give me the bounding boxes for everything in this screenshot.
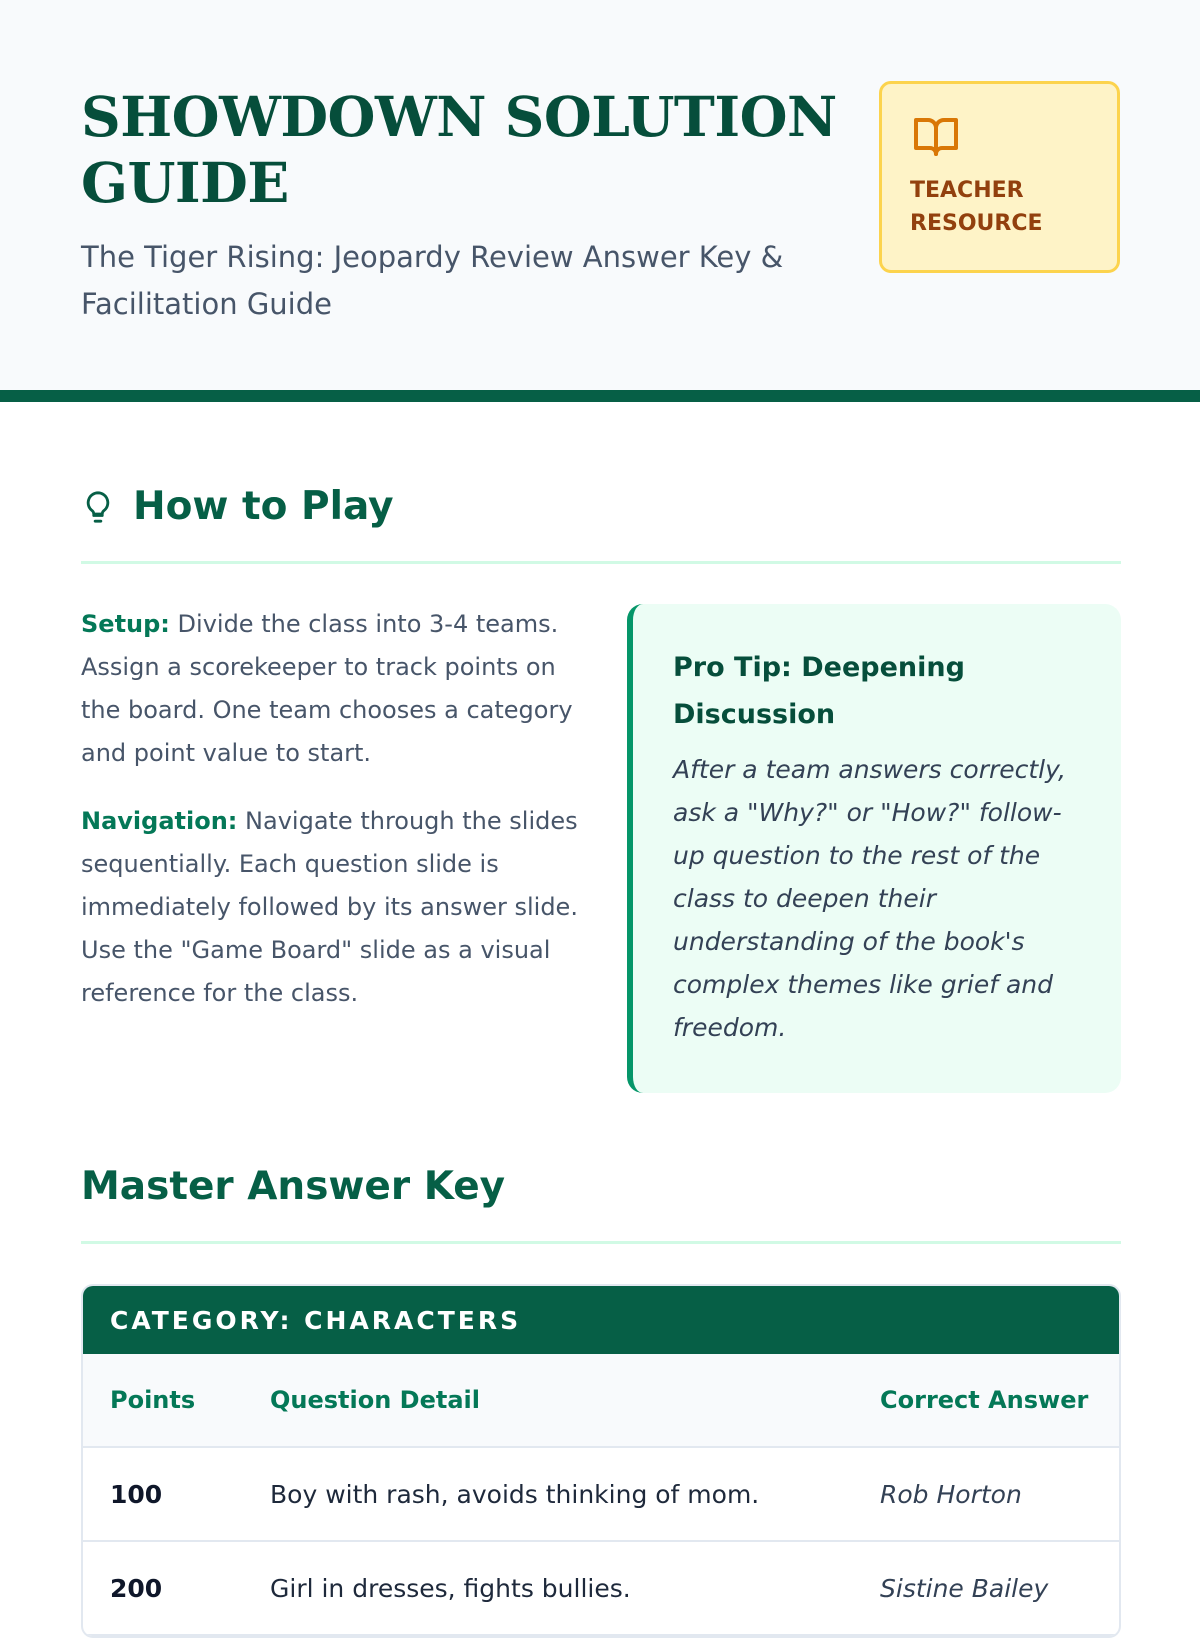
page-title (81, 84, 881, 216)
how-to-play-heading-row (81, 484, 1121, 529)
setup-text: Divide the class into 3-4 teams. Assign a scorekeeper to track points on the board. One team chooses a category and point value to start. (81, 610, 573, 767)
column-header-question: Question Detail (270, 1386, 480, 1414)
book-open-icon (910, 112, 962, 160)
teacher-resource-badge (879, 81, 1120, 273)
title-block (81, 84, 881, 328)
navigation-paragraph (81, 800, 581, 1015)
answer-key-heading-row (81, 1164, 1121, 1209)
badge-label (910, 174, 1080, 240)
column-header-points: Points (110, 1386, 196, 1414)
table-header-row (83, 1354, 1119, 1448)
answer-key-title: Master Answer Key (81, 1164, 506, 1209)
badge-label-line-2: RESOURCE (910, 211, 1043, 236)
badge-label-line-1: TEACHER (910, 178, 1024, 203)
table-row (83, 1448, 1119, 1542)
answer-cell: Sistine Bailey (880, 1573, 1049, 1603)
table-row (83, 1542, 1119, 1636)
lightbulb-icon (81, 487, 115, 527)
page-header (0, 0, 1200, 402)
how-to-play-title: How to Play (133, 484, 394, 529)
pro-tip-title: Pro Tip: Deepening Discussion (673, 652, 965, 730)
column-header-answer: Correct Answer (880, 1386, 1089, 1414)
question-cell: Girl in dresses, fights bullies. (270, 1573, 631, 1603)
navigation-text: Navigate through the slides sequentially. Each question slide is immediately followed by its answer slide. Use the "Game Board" slide as a visual reference for the class. (81, 807, 578, 1007)
page-title-line-1: SHOWDOWN SOLUTION (81, 84, 837, 149)
setup-lead: Setup: (81, 610, 170, 638)
setup-paragraph (81, 603, 581, 775)
pro-tip-callout (627, 604, 1121, 1093)
how-to-play-instructions (81, 603, 581, 1040)
pro-tip-body: After a team answers correctly, ask a "Why?" or "How?" follow-up question to the rest of the class to deepen their understanding of the book's complex themes like grief and freedom. (673, 755, 1066, 1042)
page-subtitle: The Tiger Rising: Jeopardy Review Answer Key & Facilitation Guide (81, 240, 784, 321)
answer-key-heading (81, 1164, 1121, 1244)
points-cell: 200 (110, 1573, 163, 1603)
points-cell: 100 (110, 1479, 163, 1509)
how-to-play-heading (81, 484, 1121, 564)
category-header: CATEGORY: CHARACTERS (83, 1286, 1119, 1354)
page-title-line-2: GUIDE (81, 150, 289, 215)
question-cell: Boy with rash, avoids thinking of mom. (270, 1479, 760, 1509)
answer-cell: Rob Horton (880, 1479, 1022, 1509)
navigation-lead: Navigation: (81, 807, 238, 835)
category-table (81, 1284, 1121, 1638)
